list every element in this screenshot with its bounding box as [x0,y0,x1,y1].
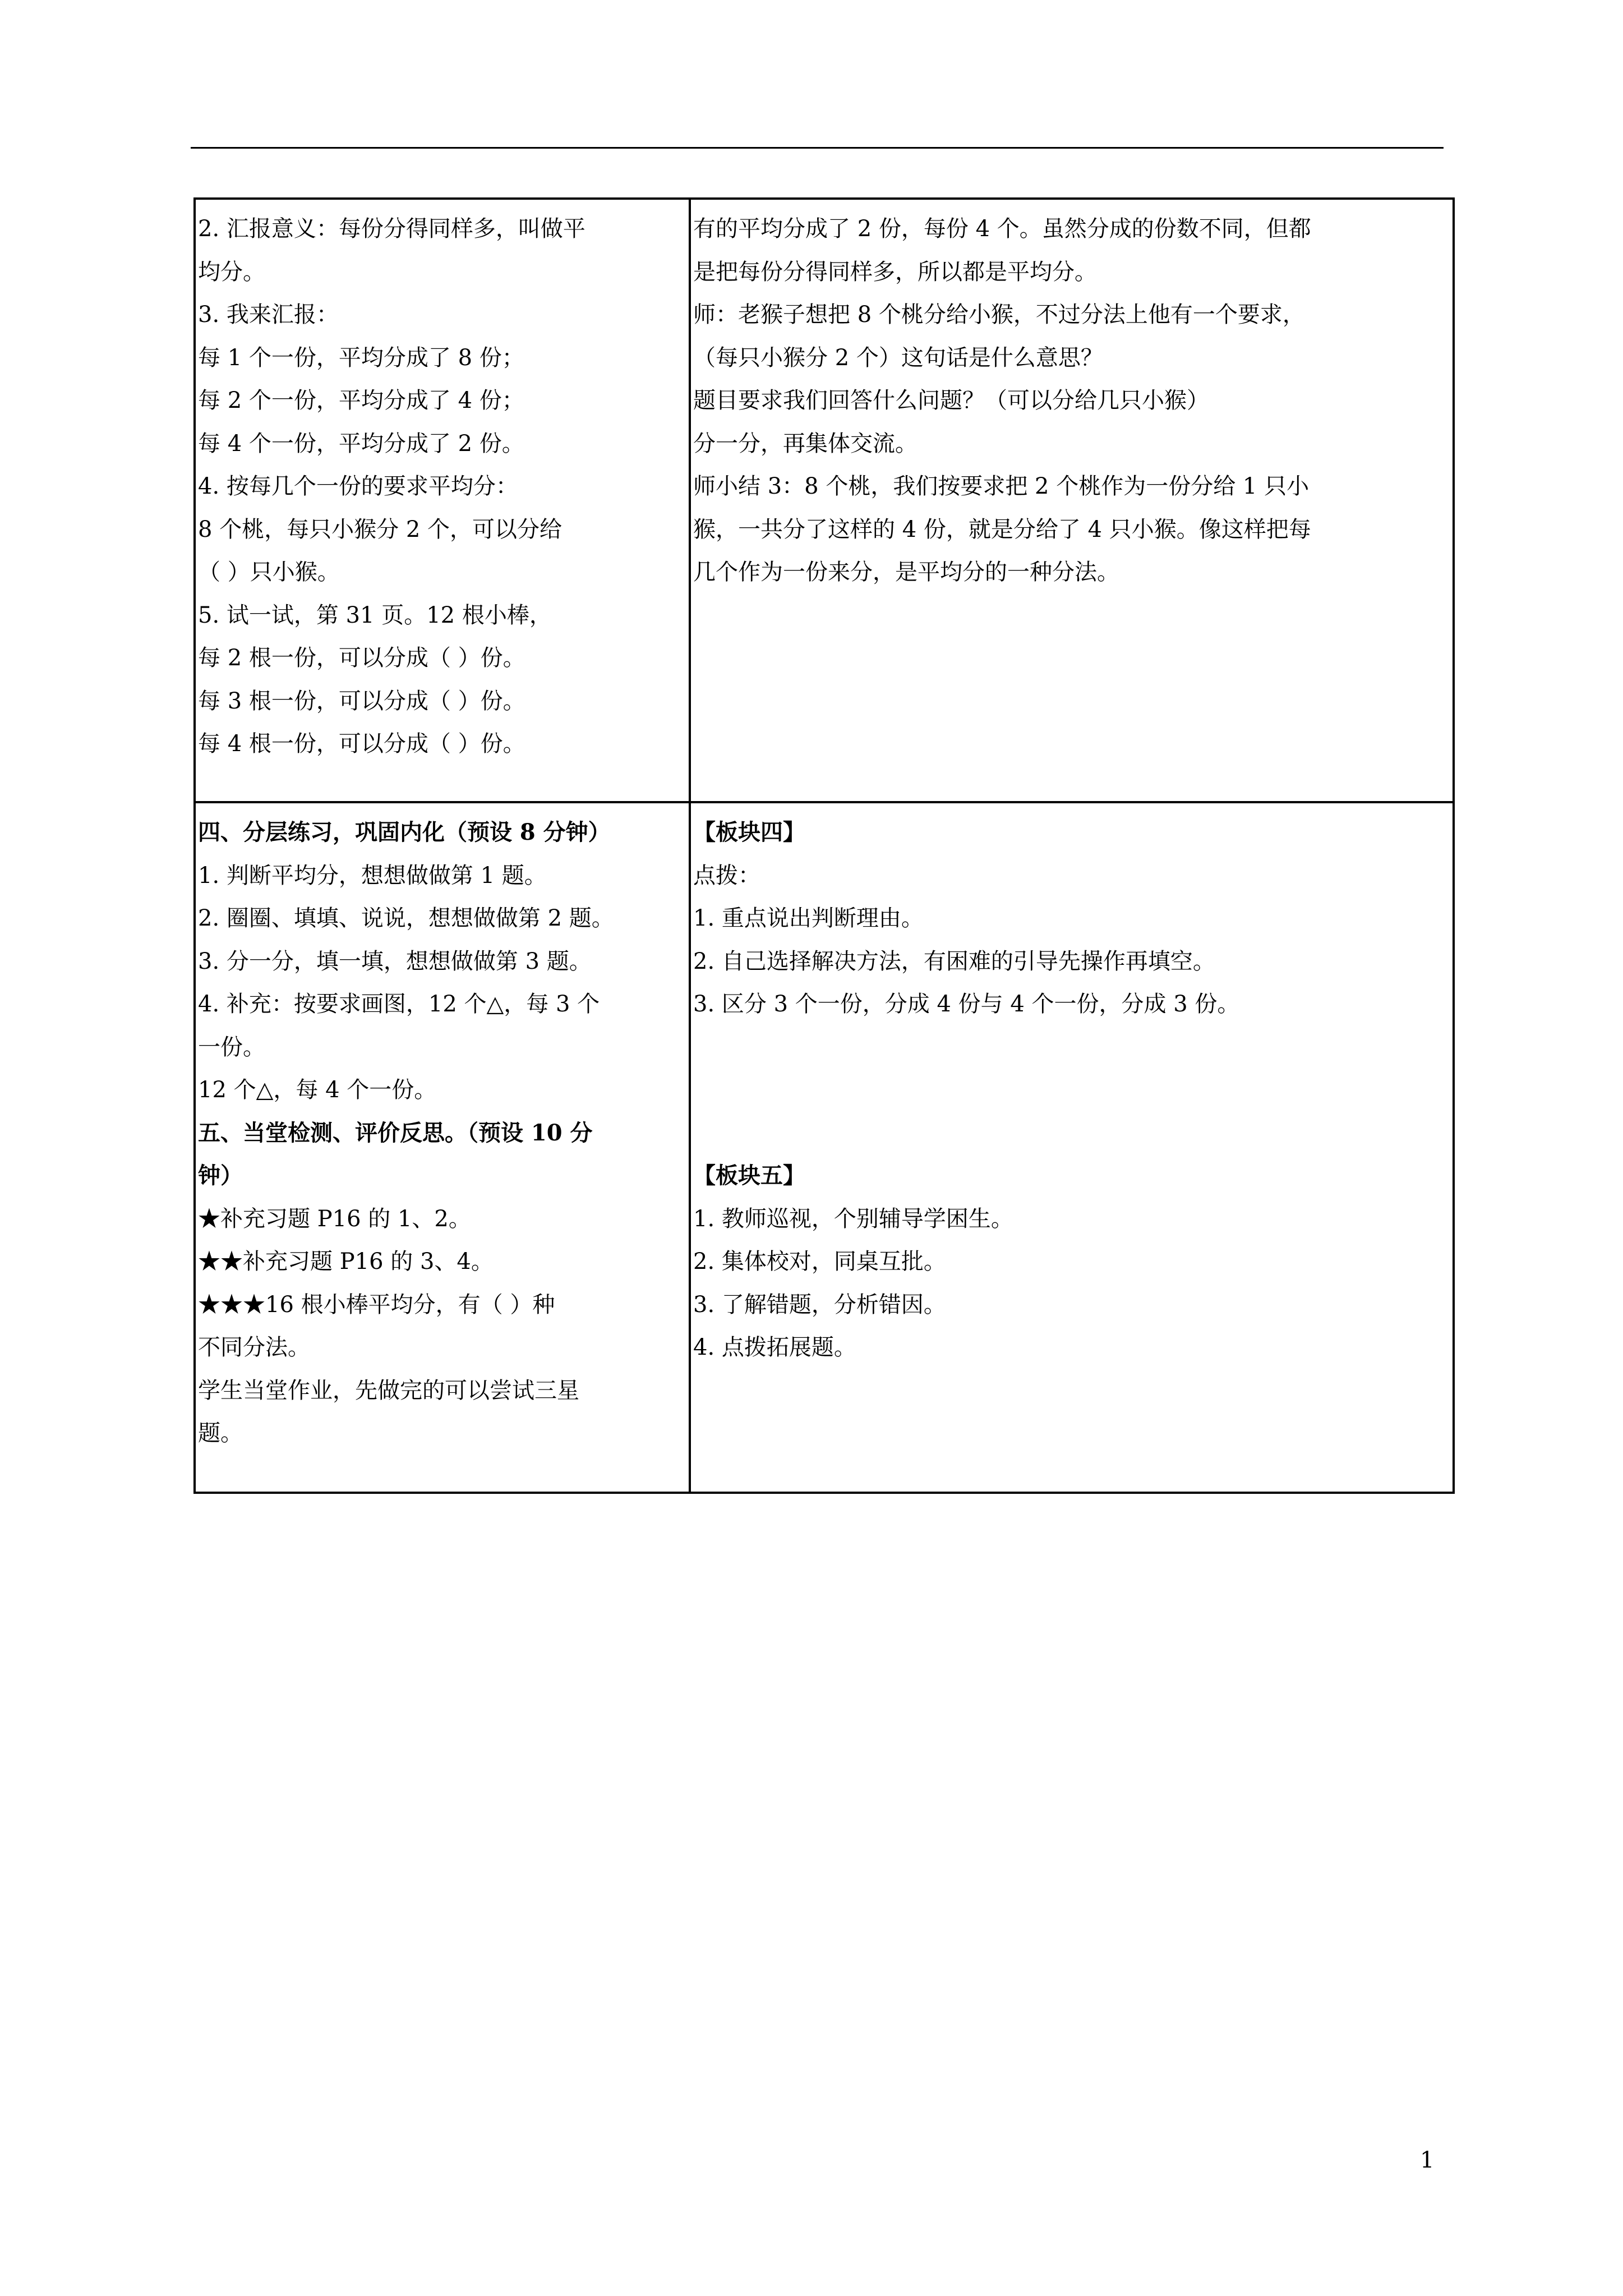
section-heading: 四、分层练习，巩固内化（预设 8 分钟） [198,819,611,845]
text-line: 1. 教师巡视，个别辅导学困生。 [693,1205,1013,1232]
table-row [195,802,1454,1493]
text-line: 有的平均分成了 2 份，每份 4 个。虽然分成的份数不同，但都 [693,216,1311,242]
teacher-guidance-cell [690,199,1454,802]
header-rule [191,147,1444,149]
text-line: 是把每份分得同样多，所以都是平均分。 [693,259,1097,285]
text-line: 题目要求我们回答什么问题？（可以分给几只小猴） [693,388,1209,413]
text-line: 几个作为一份来分，是平均分的一种分法。 [693,559,1119,585]
text-line: 2. 汇报意义：每份分得同样多，叫做平 [198,216,585,242]
section-heading: 【板块五】 [693,1162,805,1189]
text-line: 每 1 个一份，平均分成了 8 份； [198,344,524,371]
text-line: 猴，一共分了这样的 4 份，就是分给了 4 只小猴。像这样把每 [693,516,1311,542]
student-activity-cell [195,199,690,802]
spacer [693,1112,1450,1155]
text-line: 3. 分一分，填一填，想想做做第 3 题。 [198,948,592,974]
text-line: 师：老猴子想把 8 个桃分给小猴，不过分法上他有一个要求， [693,302,1305,328]
text-line: ★补充习题 P16 的 1、2。 [198,1205,471,1232]
student-activity-cell [195,802,690,1493]
text-line: 每 2 个一份，平均分成了 4 份； [198,388,524,413]
teacher-guidance-cell [690,802,1454,1493]
text-line: 8 个桃，每只小猴分 2 个，可以分给 [198,516,562,542]
text-line: （每只小猴分 2 个）这句话是什么意思？ [693,344,1103,371]
text-line: 一份。 [198,1034,265,1060]
section-heading: 【板块四】 [693,819,805,845]
text-line: 4. 补充：按要求画图，12 个△，每 3 个 [198,991,600,1017]
spacer [693,1069,1450,1112]
lesson-plan-table [193,197,1455,1494]
text-line: 分一分，再集体交流。 [693,430,917,457]
page-number: 1 [1420,2147,1435,2173]
section-heading: 钟） [198,1162,243,1189]
text-line: ★★补充习题 P16 的 3、4。 [198,1249,494,1274]
text-line: 不同分法。 [198,1335,310,1360]
text-line: 2. 自己选择解决方法，有困难的引导先操作再填空。 [693,948,1215,974]
text-line: 每 3 根一份，可以分成（ ）份。 [198,688,525,714]
text-line: 1. 重点说出判断理由。 [693,905,924,931]
text-line: 3. 了解错题，分析错因。 [693,1291,946,1318]
text-line: 师小结 3：8 个桃，我们按要求把 2 个桃作为一份分给 1 只小 [693,473,1310,499]
text-line: 点拨： [693,862,760,889]
text-line: 4. 点拨拓展题。 [693,1335,856,1360]
text-line: 3. 我来汇报： [198,302,339,328]
text-line: 题。 [198,1420,243,1446]
text-line: 每 2 根一份，可以分成（ ）份。 [198,645,525,671]
text-line: 2. 圈圈、填填、说说，想想做做第 2 题。 [198,905,614,931]
text-line: 3. 区分 3 个一份，分成 4 份与 4 个一份，分成 3 份。 [693,991,1240,1017]
text-line: 均分。 [198,259,265,285]
table-row [195,199,1454,802]
section-heading: 五、当堂检测、评价反思。（预设 10 分 [198,1119,593,1146]
text-line: 4. 按每几个一份的要求平均分： [198,473,518,499]
text-line: 1. 判断平均分，想想做做第 1 题。 [198,862,547,889]
text-line: 每 4 根一份，可以分成（ ）份。 [198,731,525,757]
text-line: ★★★16 根小棒平均分，有（ ）种 [198,1291,555,1318]
text-line: 5. 试一试，第 31 页。12 根小棒， [198,602,552,628]
text-line: 12 个△，每 4 个一份。 [198,1077,437,1103]
text-line: 2. 集体校对，同桌互批。 [693,1249,946,1274]
spacer [693,1026,1450,1069]
text-line: （ ）只小猴。 [198,559,340,585]
text-line: 学生当堂作业，先做完的可以尝试三星 [198,1377,579,1404]
text-line: 每 4 个一份，平均分成了 2 份。 [198,430,524,457]
